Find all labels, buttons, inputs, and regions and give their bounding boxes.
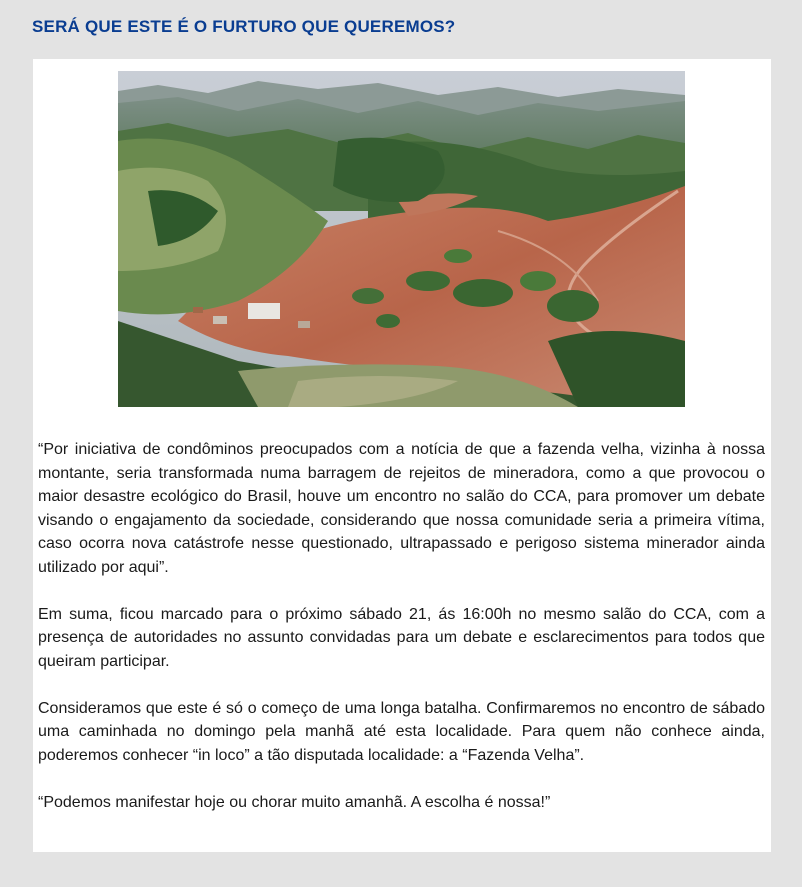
paragraph-3: Consideramos que este é só o começo de uma longa batalha. Confirmaremos no encontro de sábado uma caminhada no domingo pela manhã até esta localidade. Para quem não conhece ainda, poderemos conhecer “in loco” a tão disputada localidade: a “Fazenda Velha”.: [38, 699, 765, 764]
aerial-flood-photo: [118, 71, 685, 407]
paragraph-4: “Podemos manifestar hoje ou chorar muito amanhã. A escolha é nossa!”: [38, 793, 551, 811]
paragraph-1: “Por iniciativa de condôminos preocupados com a notícia de que a fazenda velha, vizinha à nossa montante, seria transformada numa barragem de rejeitos de mineradora, como a que provocou o maior desastre ecológico do Brasil, houve um encontro no salão do CCA, para promover um debate visando o engajamento da sociedade, considerando que nossa comunidade seria a primeira vítima, caso ocorra nova catástrofe nesse questionado, ultrapassado e perigoso sistema minerador ainda utilizado por aqui”.: [38, 441, 765, 576]
paragraph-2: Em suma, ficou marcado para o próximo sábado 21, ás 16:00h no mesmo salão do CCA, com a presença de autoridades no assunto convidadas para um debate e esclarecimentos para todos que queiram participar.: [38, 605, 765, 670]
article-body: [38, 438, 765, 814]
article-panel: [33, 59, 771, 852]
article-headline: SERÁ QUE ESTE É O FURTURO QUE QUEREMOS?: [32, 17, 456, 36]
